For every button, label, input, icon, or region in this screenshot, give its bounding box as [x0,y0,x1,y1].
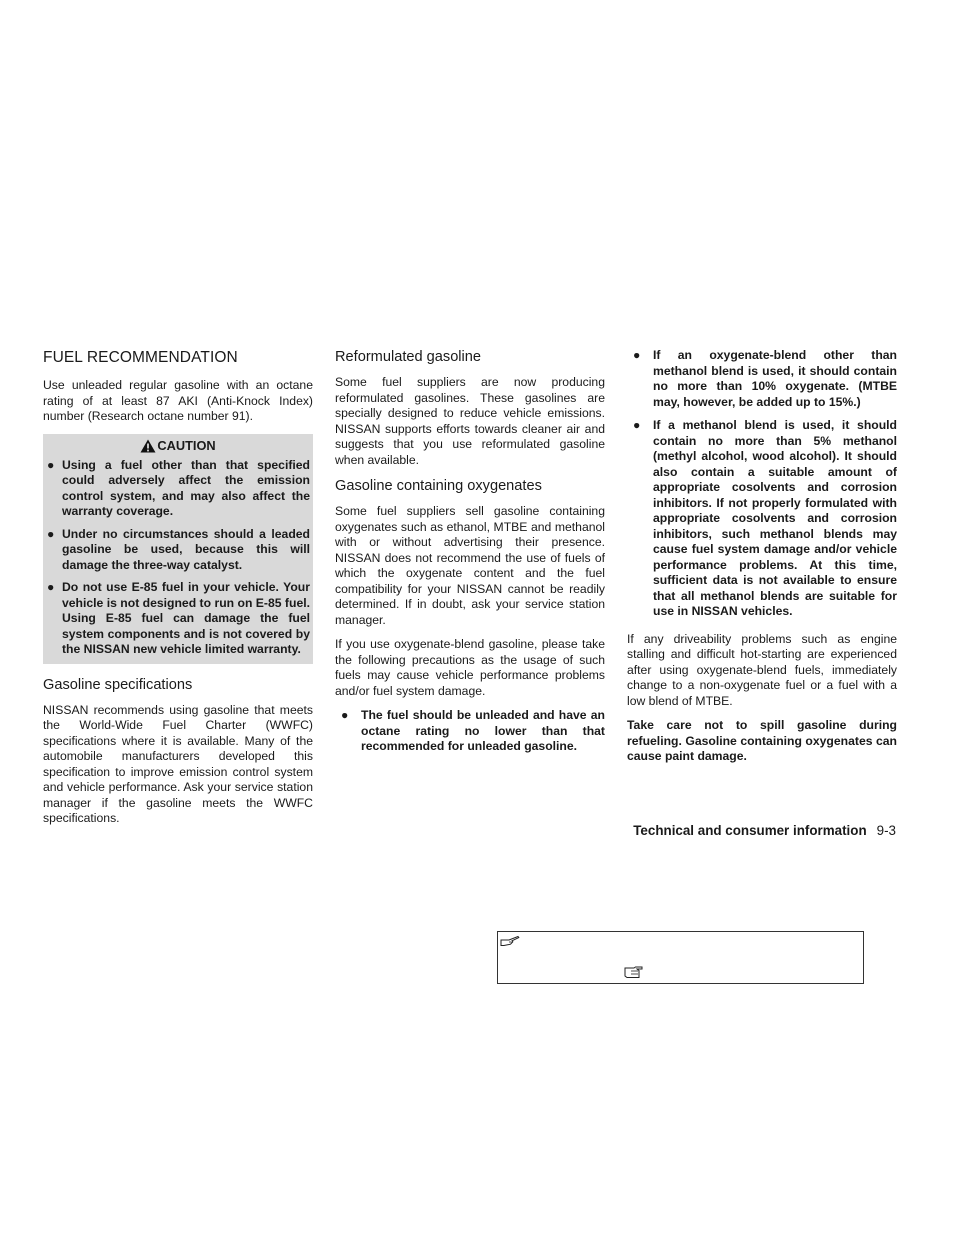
bullet-icon: ● [633,348,641,362]
bullet-icon: ● [633,418,641,432]
column-left [43,348,313,836]
caution-item [46,527,310,574]
fuel-recommendation-heading: FUEL RECOMMENDATION [43,349,238,366]
pointing-hand-icon [500,934,520,947]
caution-item [46,580,310,658]
column-right [627,348,897,774]
bullet-icon: ● [341,708,349,722]
gasoline-specifications-heading: Gasoline specifications [43,676,193,693]
reformulated-gasoline-body: Some fuel suppliers are now producing reformulated gasolines. These gasolines are specially designed to reduce vehicle emissions. NISSAN supports efforts towards cleaner air and suggests that you use reformulated gasoline when available. [335,375,605,467]
oxygenates-body-2: If you use oxygenate-blend gasoline, please take the following precautions as the usage of such fuels may cause vehicle performance problems and/or fuel system damage. [335,637,605,698]
bullet-icon: ● [47,580,55,594]
oxygenates-item [335,708,605,755]
spill-warning: Take care not to spill gasoline during refueling. Gasoline containing oxygenates can cause paint damage. [627,718,897,763]
caution-item-text: Using a fuel other than that specified could adversely affect the emission control system, and may also affect the warranty coverage. [62,457,310,518]
oxygenates-heading: Gasoline containing oxygenates [335,478,542,494]
oxygenates-list [335,708,605,755]
reformulated-gasoline-heading: Reformulated gasoline [335,349,482,365]
caution-list [46,458,310,658]
warning-triangle-icon [140,439,156,453]
page-footer [633,822,896,839]
footer-section-title: Technical and consumer information [633,823,867,838]
blend-precaution-text: If an oxygenate-blend other than methanol blend is used, it should contain no more than 10% oxygenate. (MTBE may, however, be added up to 15%.) [653,348,897,409]
caution-header [46,438,310,454]
column-middle [335,348,605,755]
blend-precaution-item [627,348,897,410]
page-number: 9-3 [876,823,896,838]
caution-label: CAUTION [157,437,216,453]
pointing-hand-icon [624,966,644,979]
driveability-body: If any driveability problems such as engine stalling and difficult hot-starting are experienced after using oxygenate-blend fuels, immediately change to a non-oxygenate fuel or a fuel with a low blend of MTBE. [627,631,897,708]
caution-item-text: Do not use E-85 fuel in your vehicle. Your vehicle is not designed to run on E-85 fuel. Using E-85 fuel can damage the fuel system components and is not covered by the NISSAN new vehicle limited warranty. [62,580,310,656]
note-box [497,931,864,984]
caution-item-text: Under no circumstances should a leaded gasoline be used, because this will damage the three-way catalyst. [62,526,310,572]
blend-precaution-text: If a methanol blend is used, it should contain no more than 5% methanol (methyl alcohol, wood alcohol). It should also contain a suitable amount of appropriate cosolvents and corrosion inhibitors. If not properly formulated with appropriate cosolvents and corrosion inhibitors, such methanol blends may cause fuel system damage and/or vehicle performance problems. At this time, sufficient data is not available to ensure that all methanol blends are suitable for use in NISSAN vehicles. [653,418,897,618]
fuel-recommendation-body: Use unleaded regular gasoline with an octane rating of at least 87 AKI (Anti-Knock Index) number (Research octane number 91). [43,378,313,423]
blend-precautions-list [627,348,897,620]
gasoline-specifications-body: NISSAN recommends using gasoline that meets the World-Wide Fuel Charter (WWFC) specifications where it is available. Many of the automobile manufacturers developed this specification to improve emission control system and vehicle performance. Ask your service station manager if the gasoline meets the WWFC specifications. [43,702,313,825]
oxygenates-body-1: Some fuel suppliers sell gasoline containing oxygenates such as ethanol, MTBE and methanol with or without advertising their presence. NISSAN does not recommend the use of fuels of which the oxygenate content and the fuel compatibility for your NISSAN cannot be readily determined. If in doubt, ask your service station manager. [335,504,605,627]
caution-box [43,434,313,664]
caution-item [46,458,310,520]
blend-precaution-item [627,418,897,620]
bullet-icon: ● [47,457,55,472]
bullet-icon: ● [47,526,55,541]
oxygenates-item-text: The fuel should be unleaded and have an octane rating no lower than that recommended for unleaded gasoline. [361,708,605,753]
